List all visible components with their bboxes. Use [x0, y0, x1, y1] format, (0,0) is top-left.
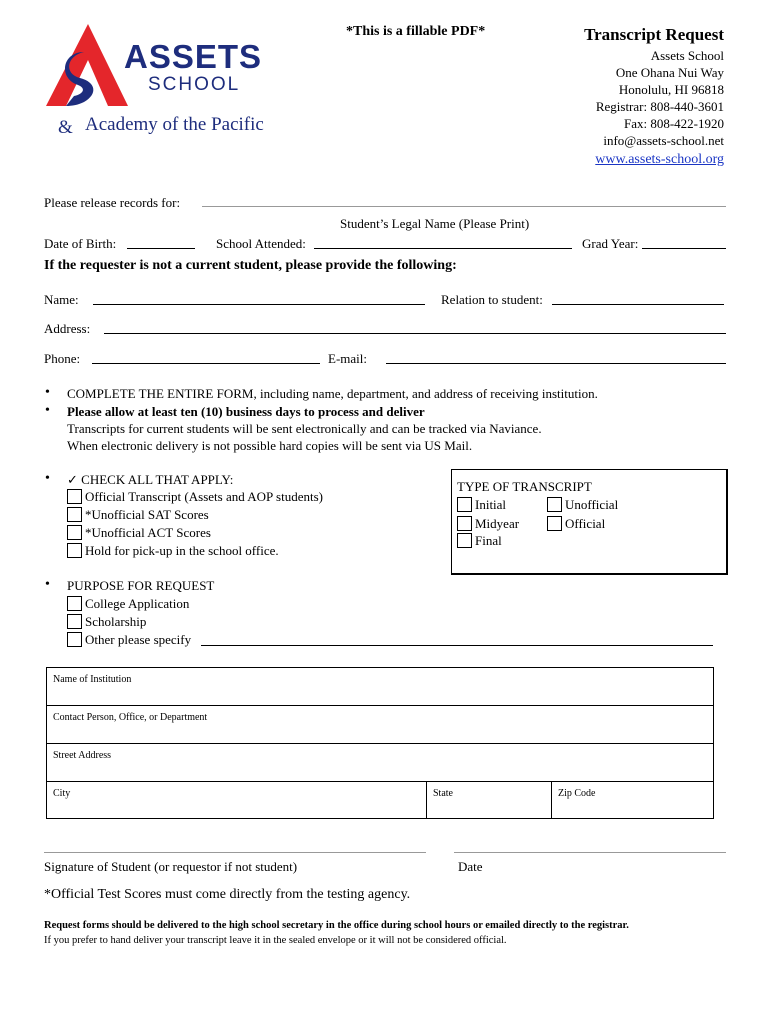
street-address-field[interactable]	[46, 743, 714, 782]
checkbox[interactable]	[67, 596, 82, 611]
school-address-2: Honolulu, HI 96818	[618, 82, 724, 97]
purpose-label: College Application	[85, 596, 190, 611]
option-label: *Unofficial ACT Scores	[85, 525, 211, 540]
option-hold-pickup[interactable]	[67, 543, 279, 559]
bullet: •	[45, 403, 50, 418]
website-link[interactable]: www.assets-school.org	[595, 152, 724, 167]
option-official-transcript[interactable]	[67, 489, 323, 505]
transcript-type-box	[451, 469, 728, 575]
contact-email[interactable]: info@assets-school.net	[603, 133, 724, 148]
type-label: Final	[475, 533, 502, 548]
type-label: Midyear	[475, 516, 520, 531]
field-caption: Street Address	[53, 750, 112, 761]
school-attended-field[interactable]	[314, 248, 572, 249]
legal-name-caption: Student’s Legal Name (Please Print)	[340, 216, 530, 231]
field-caption: Contact Person, Office, or Department	[53, 712, 208, 723]
field-caption: Zip Code	[558, 788, 596, 799]
date-field[interactable]	[454, 852, 726, 853]
checkbox[interactable]	[547, 497, 562, 512]
logo-assets-text: ASSETS	[124, 38, 263, 75]
address-field[interactable]	[104, 333, 726, 334]
instruction-complete: COMPLETE THE ENTIRE FORM, including name, department, and address of receiving institution.	[67, 386, 598, 401]
option-label: Hold for pick-up in the school office.	[85, 543, 279, 558]
requester-name-label: Name:	[44, 292, 79, 307]
grad-year-field[interactable]	[642, 248, 726, 249]
signature-label: Signature of Student (or requestor if not student)	[44, 859, 298, 874]
grad-year-label: Grad Year:	[582, 236, 639, 251]
bullet: •	[45, 577, 50, 592]
instruction-electronic: Transcripts for current students will be sent electronically and can be tracked via Naviance.	[67, 421, 542, 436]
logo-mark-icon	[44, 22, 134, 112]
instruction-allow-days: Please allow at least ten (10) business days to process and deliver	[67, 404, 425, 419]
purpose-heading: PURPOSE FOR REQUEST	[67, 578, 215, 593]
city-field[interactable]	[46, 781, 427, 819]
dob-field[interactable]	[127, 248, 195, 249]
phone-label: Phone:	[44, 351, 81, 366]
purpose-label: Scholarship	[85, 614, 147, 629]
checkbox[interactable]	[67, 543, 82, 558]
type-midyear[interactable]	[457, 516, 519, 532]
institution-name-field[interactable]	[46, 667, 714, 706]
other-specify-field[interactable]	[201, 645, 713, 646]
type-label: Initial	[475, 497, 507, 512]
type-final[interactable]	[457, 533, 502, 549]
bullet: •	[45, 471, 50, 486]
bullet: •	[45, 385, 50, 400]
contact-block	[584, 26, 724, 168]
state-field[interactable]	[426, 781, 552, 819]
school-logo	[44, 22, 274, 112]
transcript-type-heading: TYPE OF TRANSCRIPT	[457, 479, 592, 494]
dob-label: Date of Birth:	[44, 236, 117, 251]
school-attended-label: School Attended:	[216, 236, 306, 251]
field-caption: Name of Institution	[53, 674, 132, 685]
type-unofficial[interactable]	[547, 497, 618, 513]
checkbox[interactable]	[67, 489, 82, 504]
type-official[interactable]	[547, 516, 605, 532]
requester-name-field[interactable]	[93, 304, 425, 305]
checkbox[interactable]	[457, 497, 472, 512]
option-label: *Unofficial SAT Scores	[85, 507, 209, 522]
relation-field[interactable]	[552, 304, 724, 305]
option-sat-scores[interactable]	[67, 507, 209, 523]
relation-label: Relation to student:	[441, 292, 543, 307]
option-act-scores[interactable]	[67, 525, 211, 541]
checkbox[interactable]	[67, 525, 82, 540]
purpose-scholarship[interactable]	[67, 614, 146, 630]
contact-person-field[interactable]	[46, 705, 714, 744]
delivery-note: Request forms should be delivered to the high school secretary in the office during school hours or emailed directly to the registrar.	[44, 920, 629, 931]
purpose-other[interactable]	[67, 632, 191, 648]
zip-code-field[interactable]	[551, 781, 714, 819]
date-label: Date	[458, 859, 483, 874]
school-address-1: One Ohana Nui Way	[615, 65, 724, 80]
signature-field[interactable]	[44, 852, 426, 853]
page-title: Transcript Request	[584, 25, 724, 44]
type-label: Official	[565, 516, 606, 531]
field-caption: City	[53, 788, 71, 799]
checkbox[interactable]	[457, 533, 472, 548]
fax-number: Fax: 808-422-1920	[623, 116, 724, 131]
registrar-phone: Registrar: 808-440-3601	[595, 99, 724, 114]
logo-academy-text: Academy of the Pacific	[85, 114, 264, 135]
phone-field[interactable]	[92, 363, 320, 364]
field-caption: State	[433, 788, 453, 799]
type-initial[interactable]	[457, 497, 506, 513]
checkbox[interactable]	[67, 632, 82, 647]
check-all-heading: ✓ CHECK ALL THAT APPLY:	[67, 472, 234, 487]
type-label: Unofficial	[565, 497, 619, 512]
hand-deliver-note: If you prefer to hand deliver your transcript leave it in the sealed envelope or it will not be considered official.	[44, 935, 507, 946]
instruction-mail: When electronic delivery is not possible hard copies will be sent via US Mail.	[67, 438, 473, 453]
address-label: Address:	[44, 321, 91, 336]
fillable-note: *This is a fillable PDF*	[346, 24, 486, 39]
option-label: Official Transcript (Assets and AOP students)	[85, 489, 323, 504]
logo-ampersand: &	[58, 117, 73, 138]
purpose-college[interactable]	[67, 596, 189, 612]
requester-heading: If the requester is not a current student, please provide the following:	[44, 258, 457, 273]
checkbox[interactable]	[547, 516, 562, 531]
release-label: Please release records for:	[44, 195, 181, 210]
email-field[interactable]	[386, 363, 726, 364]
school-name: Assets School	[650, 48, 724, 63]
checkbox[interactable]	[67, 614, 82, 629]
checkbox[interactable]	[457, 516, 472, 531]
purpose-label: Other please specify	[85, 632, 192, 647]
test-scores-note: *Official Test Scores must come directly from the testing agency.	[44, 887, 411, 902]
email-label: E-mail:	[328, 351, 367, 366]
student-name-field[interactable]	[202, 206, 726, 207]
checkbox[interactable]	[67, 507, 82, 522]
logo-school-text: SCHOOL	[148, 74, 241, 95]
